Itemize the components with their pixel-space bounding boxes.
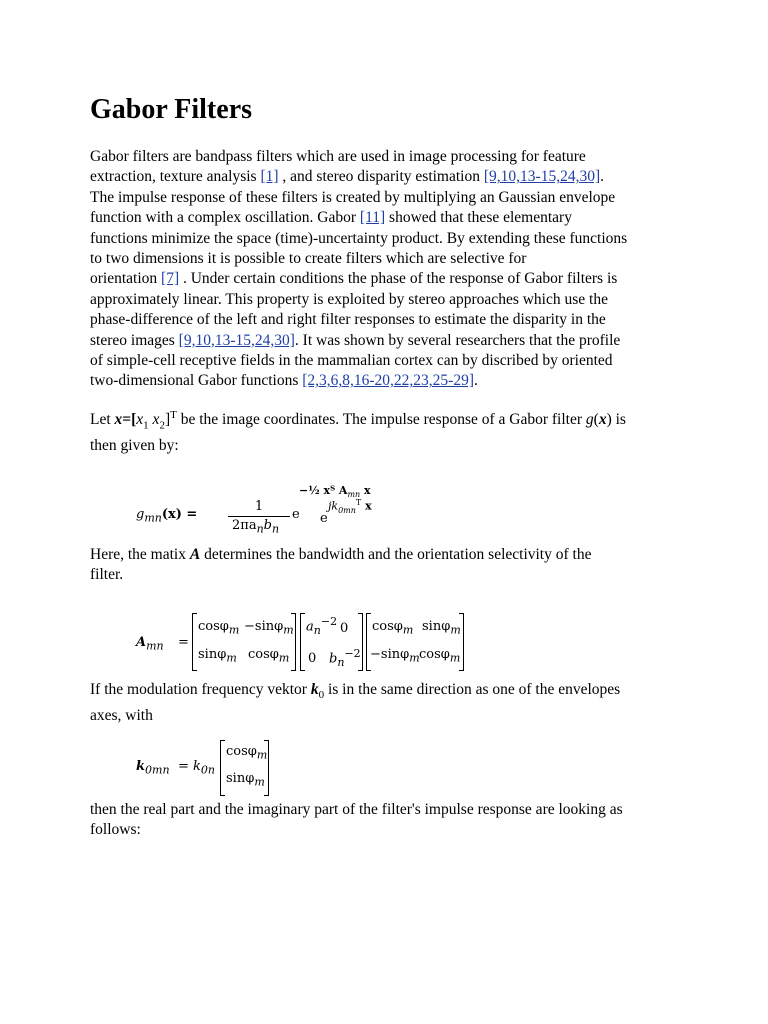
frequency-paragraph — [90, 680, 620, 726]
a-matrix-equation: $A_{mn}$ = cosφ$_m$ −sinφ$_m$ sinφ$_m$ cosφ$_m$ $a_n^{-2}$ 0 0 $b_n^{-2}$ cosφ$_m$ sinφ$_m$ −sinφ$_m$ cosφ$_m$ — [136, 609, 476, 671]
matrix-paragraph — [90, 545, 591, 586]
bracket-right — [459, 613, 464, 671]
text-line: The impulse response of these filters is created by multiplying an Gaussian envelope — [90, 188, 616, 206]
citation-link[interactable]: [7] — [161, 270, 180, 288]
bracket-right — [291, 613, 296, 671]
text-line: then the real part and the imaginary part of the filter's impulse response are looking as — [90, 801, 623, 818]
page-title: Gabor Filters — [90, 94, 253, 125]
response-paragraph — [90, 800, 623, 841]
gabor-equation: $g_{mn}(x)$ = 1 $2\pi a_nb_n$ e −½ xᵀ $A_{mn}$ x e $jk_{0mn}^T$ x — [136, 484, 372, 536]
bracket-right — [264, 740, 269, 796]
text-line: then given by: — [90, 436, 179, 454]
coordinates-paragraph — [90, 405, 626, 456]
text-line: Let $x=[x_1$ $x_2]^T$ be the image coordinates. The impulse response of a Gabor filter g(x) is — [90, 409, 626, 432]
text-line: phase-difference of the left and right filter responses to estimate the disparity in the — [90, 311, 606, 329]
text-line: If the modulation frequency vektor $k_0$ is in the same direction as one of the envelopes — [90, 681, 621, 702]
text-line: to two dimensions it is possible to create filters which are selective for — [90, 250, 527, 268]
citation-link[interactable]: [9,10,13-15,24,30] — [483, 168, 601, 186]
k-vector-equation: $k_{0mn}$ = $k_{0n}$ cosφ$_m$ sinφ$_m$ — [136, 738, 286, 796]
bracket-right — [358, 613, 363, 671]
bracket-left — [220, 740, 225, 796]
text-line: axes, with — [90, 706, 153, 724]
text-line: Here, the matix A determines the bandwidth and the orientation selectivity of the — [90, 546, 592, 563]
text-line: orientation [7] . Under certain conditions the phase of the response of Gabor filters is — [90, 270, 618, 288]
citation-link[interactable]: [2,3,6,8,16-20,22,23,25-29] — [302, 372, 475, 390]
text-line: Gabor filters are bandpass filters which are used in image processing for feature — [90, 148, 586, 165]
intro-paragraph — [90, 147, 627, 392]
citation-link[interactable]: [11] — [359, 209, 386, 227]
text-line: functions minimize the space (time)-uncertainty product. By extending these functions — [90, 229, 628, 247]
citation-link[interactable]: [9,10,13-15,24,30] — [178, 331, 295, 349]
text-line: of simple-cell receptive fields in the mammalian cortex can by discribed by oriented — [90, 352, 613, 370]
text-line: two-dimensional Gabor functions [2,3,6,8,16-20,22,23,25-29]. — [90, 372, 478, 390]
text-line: filter. — [90, 566, 124, 584]
text-line: function with a complex oscillation. Gabor [11] showed that these elementary — [90, 209, 572, 227]
text-line: approximately linear. This property is exploited by stereo approaches which use the — [90, 290, 608, 308]
bracket-left — [192, 613, 197, 671]
text-line: extraction, texture analysis [1] , and stereo disparity estimation [9,10,13-15,24,30]. — [90, 168, 604, 186]
text-line: follows: — [90, 821, 141, 839]
text-line: stereo images [9,10,13-15,24,30]. It was shown by several researchers that the profile — [90, 331, 621, 349]
citation-link[interactable]: [1] — [260, 168, 279, 186]
bracket-left — [300, 613, 305, 671]
